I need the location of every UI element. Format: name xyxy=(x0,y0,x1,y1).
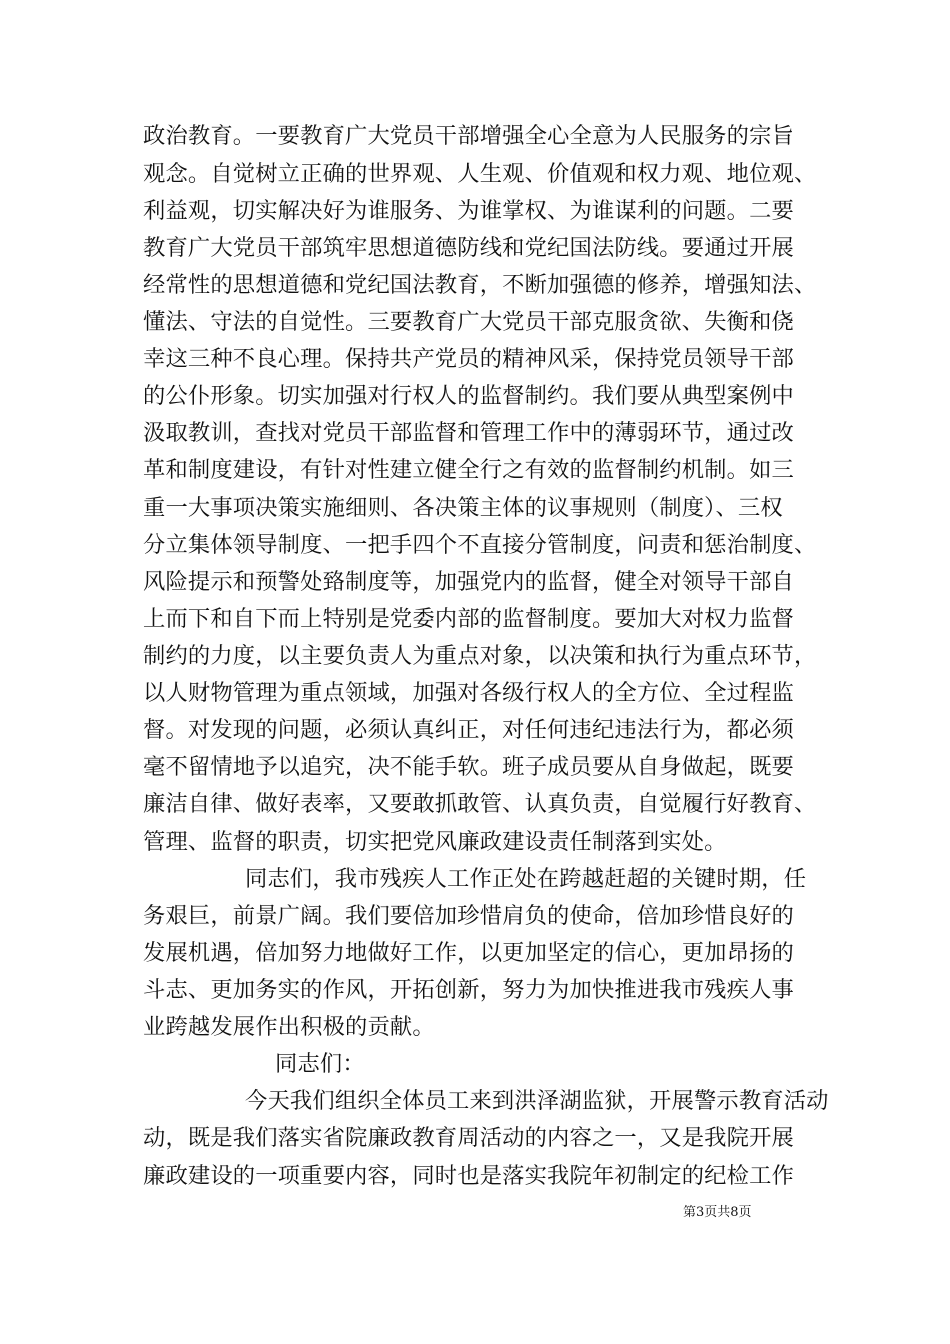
salutation-line: 同志们： xyxy=(275,1051,365,1077)
text-line: 管理、监督的职责，切实把党风廉政建设责任制落到实处。 xyxy=(143,829,727,855)
text-line: 务艰巨，前景广阔。我们要倍加珍惜肩负的使命，倍加珍惜良好的 xyxy=(143,903,794,929)
text-line: 督。对发现的问题，必须认真纠正，对任何违纪违法行为，都必须 xyxy=(143,717,794,743)
text-line: 经常性的思想道德和党纪国法教育，不断加强德的修养，增强知法、 xyxy=(143,272,817,298)
text-line: 革和制度建设，有针对性建立健全行之有效的监督制约机制。如三 xyxy=(143,457,794,483)
text-line: 动，既是我们落实省院廉政教育周活动的内容之一，又是我院开展 xyxy=(143,1125,794,1151)
paragraph-start-line: 同志们，我市残疾人工作正处在跨越赶超的关键时期，任 xyxy=(245,866,807,892)
text-line: 政治教育。一要教育广大党员干部增强全心全意为人民服务的宗旨 xyxy=(143,123,794,149)
text-line: 斗志、更加务实的作风，开拓创新，努力为加快推进我市残疾人事 xyxy=(143,977,794,1003)
text-line: 观念。自觉树立正确的世界观、人生观、价值观和权力观、地位观、 xyxy=(143,161,817,187)
text-line: 廉洁自律、做好表率，又要敢抓敢管、认真负责，自觉履行好教育、 xyxy=(143,791,817,817)
text-line: 上而下和自下而上特别是党委内部的监督制度。要加大对权力监督 xyxy=(143,606,794,632)
text-line: 的公仆形象。切实加强对行权人的监督制约。我们要从典型案例中 xyxy=(143,383,794,409)
text-line: 幸这三种不良心理。保持共产党员的精神风采，保持党员领导干部 xyxy=(143,346,794,372)
text-line: 以人财物管理为重点领域，加强对各级行权人的全方位、全过程监 xyxy=(143,680,794,706)
text-line: 风险提示和预警处臵制度等，加强党内的监督，健全对领导干部自 xyxy=(143,569,794,595)
page-number-footer: 第3页共8页 xyxy=(683,1205,752,1220)
text-line: 懂法、守法的自觉性。三要教育广大党员干部克服贪欲、失衡和侥 xyxy=(143,309,794,335)
text-line: 重一大事项决策实施细则、各决策主体的议事规则（制度）、三权 xyxy=(143,495,783,521)
text-line: 利益观，切实解决好为谁服务、为谁掌权、为谁谋利的问题。二要 xyxy=(143,198,794,224)
text-line: 汲取教训，查找对党员干部监督和管理工作中的薄弱环节，通过改 xyxy=(143,420,794,446)
paragraph-start-line: 今天我们组织全体员工来到洪泽湖监狱，开展警示教育活动 xyxy=(245,1088,829,1114)
text-line: 发展机遇，倍加努力地做好工作，以更加坚定的信心，更加昂扬的 xyxy=(143,940,794,966)
text-line: 廉政建设的一项重要内容，同时也是落实我院年初制定的纪检工作 xyxy=(143,1163,794,1189)
text-line: 分立集体领导制度、一把手四个不直接分管制度，问责和惩治制度、 xyxy=(143,532,817,558)
text-line: 业跨越发展作出积极的贡献。 xyxy=(143,1014,435,1040)
text-line: 毫不留情地予以追究，决不能手软。班子成员要从自身做起，既要 xyxy=(143,754,794,780)
text-line: 制约的力度，以主要负责人为重点对象，以决策和执行为重点环节， xyxy=(143,643,817,669)
text-line: 教育广大党员干部筑牢思想道德防线和党纪国法防线。要通过开展 xyxy=(143,235,794,261)
